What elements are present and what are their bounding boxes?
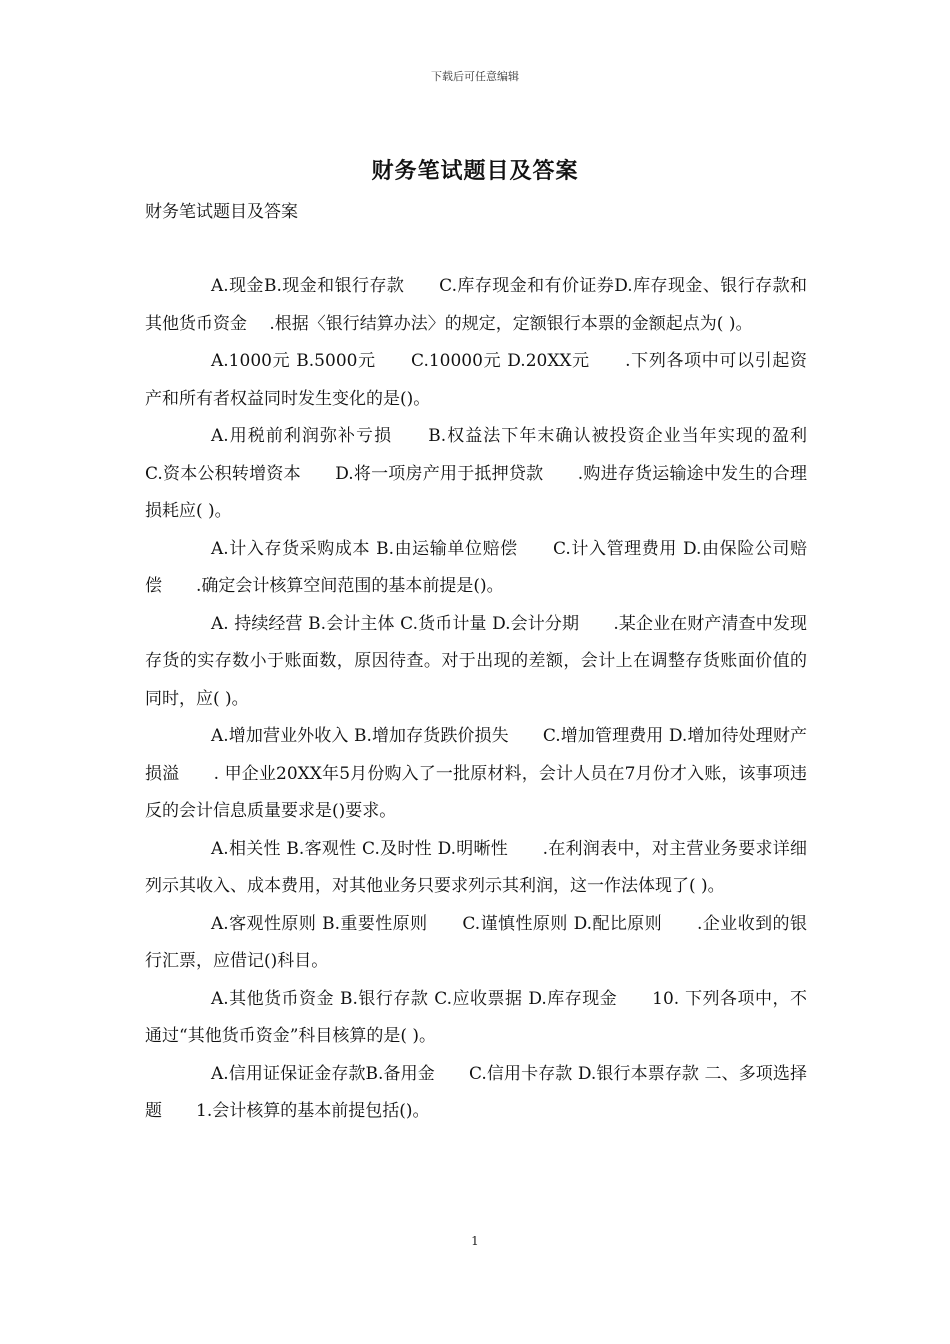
document-subtitle: 财务笔试题目及答案: [145, 202, 298, 222]
paragraph-5: A. 持续经营 B.会计主体 C.货币计量 D.会计分期 .某企业在财产清查中发现存货的实存数小于账面数，原因待查。对于出现的差额，会计上在调整存货账面价值的同时，应( )。: [145, 613, 807, 709]
paragraph-7: A.相关性 B.客观性 C.及时性 D.明晰性 .在利润表中，对主营业务要求详细列示其收入、成本费用，对其他业务只要求列示其利润，这一作法体现了( )。: [145, 838, 807, 896]
paragraph-1: A.现金B.现金和银行存款 C.库存现金和有价证券D.库存现金、银行存款和其他货币资金 .根据〈银行结算办法〉的规定，定额银行本票的金额起点为( )。: [145, 276, 807, 334]
document-title: 财务笔试题目及答案: [371, 158, 579, 184]
document-body: [145, 268, 841, 1131]
paragraph-4: A.计入存货采购成本 B.由运输单位赔偿 C.计入管理费用 D.由保险公司赔偿 .确定会计核算空间范围的基本前提是()。: [145, 538, 807, 596]
paragraph-9: A.其他货币资金 B.银行存款 C.应收票据 D.库存现金 10. 下列各项中，不通过“其他货币资金”科目核算的是( )。: [145, 988, 807, 1046]
header-note: 下载后可任意编辑: [431, 70, 519, 83]
paragraph-2: A.1000元 B.5000元 C.10000元 D.20XX元 .下列各项中可以引起资产和所有者权益同时发生变化的是()。: [145, 351, 807, 409]
paragraph-6: A.增加营业外收入 B.增加存货跌价损失 C.增加管理费用 D.增加待处理财产损溢 . 甲企业20XX年5月份购入了一批原材料，会计人员在7月份才入账，该事项违反的会计信息质量要求是()要求。: [145, 726, 807, 821]
paragraph-3: A.用税前利润弥补亏损 B.权益法下年末确认被投资企业当年实现的盈利 C.资本公积转增资本 D.将一项房产用于抵押贷款 .购进存货运输途中发生的合理损耗应( )。: [145, 426, 841, 521]
paragraph-8: A.客观性原则 B.重要性原则 C.谨慎性原则 D.配比原则 .企业收到的银行汇票，应借记()科目。: [145, 913, 807, 971]
paragraph-10: A.信用证保证金存款B.备用金 C.信用卡存款 D.银行本票存款 二、多项选择题 1.会计核算的基本前提包括()。: [145, 1063, 807, 1121]
page-number: 1: [471, 1234, 479, 1248]
